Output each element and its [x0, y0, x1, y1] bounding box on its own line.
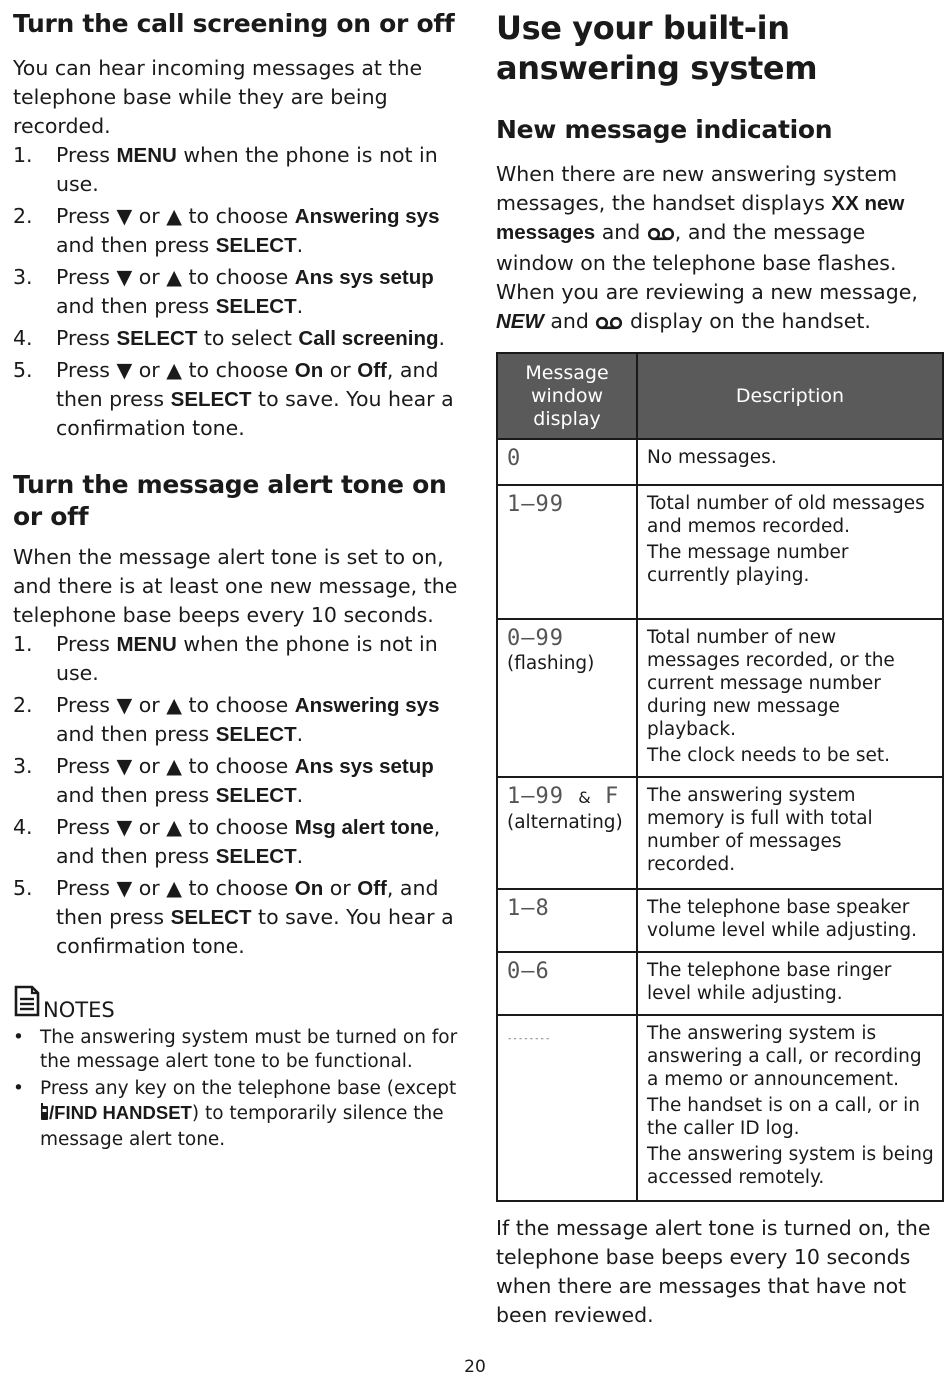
call-screening-heading: Turn the call screening on or off — [13, 9, 455, 38]
step-text: Press ▼ or ▲ to choose — [56, 876, 295, 900]
lcd-display-value: 0–99 — [507, 626, 564, 651]
step-text: Press ▼ or ▲ to choose — [56, 815, 295, 839]
find-handset-key: /FIND HANDSET — [49, 1102, 192, 1123]
note-text: The answering system must be turned on for the message alert tone to be functional. — [40, 1027, 458, 1072]
table-row — [497, 777, 943, 889]
page-number: 20 — [464, 1357, 486, 1377]
description-text: No messages. — [647, 447, 777, 468]
step-text: . — [296, 844, 304, 868]
notes-section — [13, 985, 463, 1152]
step-text: , and then press — [56, 358, 439, 411]
description-cell — [637, 619, 943, 777]
step-text: Press ▼ or ▲ to choose — [56, 693, 295, 717]
description-text: The answering system is being accessed remotely. — [647, 1144, 934, 1188]
step-text: . — [296, 233, 304, 257]
display-cell — [497, 1015, 637, 1201]
col-header-display: Message window display — [497, 353, 637, 439]
voicemail-icon — [595, 309, 623, 338]
display-cell — [497, 439, 637, 485]
step-number: 2. — [13, 204, 33, 228]
step-keyword: SELECT — [215, 234, 297, 257]
description-text: The answering system memory is full with total number of messages recorded. — [647, 785, 873, 875]
step-text: Press — [56, 326, 117, 350]
call-screening-intro: You can hear incoming messages at the telephone base while they are being recorded. — [13, 56, 423, 138]
description-cell — [637, 439, 943, 485]
step-text: or — [323, 358, 358, 382]
step-item — [13, 263, 463, 321]
step-keyword: Answering sys — [294, 694, 440, 717]
step-keyword: SELECT — [215, 784, 297, 807]
description-cell — [637, 777, 943, 889]
note-item: • The answering system must be turned on for the message alert tone to be functional. — [13, 1027, 458, 1072]
step-keyword: Msg alert tone — [294, 816, 434, 839]
description-text: The telephone base ringer level while adjusting. — [647, 960, 892, 1004]
step-text: to save. You hear a confirmation tone. — [56, 905, 454, 958]
step-item — [13, 324, 463, 353]
step-keyword: Ans sys setup — [294, 755, 434, 778]
step-keyword: Off — [357, 877, 387, 900]
step-text: and then press — [56, 294, 216, 318]
step-text: when the phone is not in use. — [56, 143, 438, 196]
alert-tone-section — [13, 469, 463, 961]
step-number: 2. — [13, 693, 33, 717]
table-row — [497, 889, 943, 952]
display-note: (alternating) — [507, 812, 623, 833]
step-keyword: SELECT — [170, 906, 252, 929]
step-keyword: Ans sys setup — [294, 266, 434, 289]
step-keyword: Off — [357, 359, 387, 382]
step-text: . — [296, 783, 304, 807]
description-text: The clock needs to be set. — [647, 745, 891, 766]
step-item — [13, 752, 463, 810]
lcd-display-value: 1–8 — [507, 896, 550, 921]
lcd-amp: & — [578, 788, 591, 807]
step-item — [13, 202, 463, 260]
step-text: Press — [56, 632, 117, 656]
lcd-display-value: 1–99 — [507, 492, 564, 517]
lcd-display-value: 0 — [507, 446, 522, 471]
display-cell — [497, 619, 637, 777]
description-text: The answering system is answering a call, or recording a memo or announcement. — [647, 1023, 922, 1090]
table-row — [497, 619, 943, 777]
step-item — [13, 691, 463, 749]
description-text: The message number currently playing. — [647, 542, 849, 586]
step-item — [13, 874, 463, 961]
step-text: . — [296, 722, 304, 746]
step-text: . — [438, 326, 446, 350]
step-keyword: On — [294, 359, 324, 382]
step-item — [13, 141, 463, 199]
notes-header — [13, 985, 463, 1024]
step-text: . — [296, 294, 304, 318]
step-item — [13, 356, 463, 443]
display-cell — [497, 952, 637, 1015]
description-text: Total number of old messages and memos recorded. — [647, 493, 925, 537]
display-cell — [497, 485, 637, 619]
new-message-heading: New message indication — [496, 115, 833, 144]
step-text: and then press — [56, 783, 216, 807]
new-indicator: NEW — [496, 310, 544, 333]
alert-tone-steps — [13, 630, 463, 961]
note-item: • Press any key on the telephone base (except /FIND HANDSET) to temporarily silence the message alert tone. — [13, 1078, 457, 1150]
alert-tone-intro: When the message alert tone is set to on, and there is at least one new message, the telephone base beeps every 10 seconds. — [13, 545, 458, 627]
description-cell — [637, 952, 943, 1015]
left-column — [13, 8, 463, 1155]
step-item — [13, 813, 463, 871]
step-keyword: On — [294, 877, 324, 900]
description-text: The handset is on a call, or in the caller ID log. — [647, 1095, 920, 1139]
step-text: Press ▼ or ▲ to choose — [56, 754, 295, 778]
notes-list — [13, 1026, 463, 1152]
step-text: or — [323, 876, 358, 900]
voicemail-icon — [647, 220, 675, 249]
step-text: Press ▼ or ▲ to choose — [56, 204, 295, 228]
step-item — [13, 630, 463, 688]
notes-icon — [13, 985, 43, 1024]
step-text: when the phone is not in use. — [56, 632, 438, 685]
step-text: Press ▼ or ▲ to choose — [56, 265, 295, 289]
table-row — [497, 1015, 943, 1201]
step-keyword: SELECT — [215, 845, 297, 868]
display-note: (flashing) — [507, 653, 595, 674]
lcd-display-value: 0–6 — [507, 959, 550, 984]
step-number: 3. — [13, 754, 33, 778]
table-row — [497, 439, 943, 485]
step-number: 4. — [13, 815, 33, 839]
call-screening-section — [13, 8, 463, 443]
step-number: 1. — [13, 143, 33, 167]
page-title: Use your built-in answering system — [496, 9, 818, 87]
description-cell — [637, 1015, 943, 1201]
table-row — [497, 952, 943, 1015]
lcd-display-value: 1–99 — [507, 784, 564, 809]
note-text: ) to temporarily silence the message alert tone. — [40, 1103, 444, 1150]
step-text: and then press — [56, 233, 216, 257]
table-body — [497, 439, 943, 1201]
step-text: , and then press — [56, 876, 439, 929]
note-text: Press any key on the telephone base (except — [40, 1078, 457, 1099]
step-text: , and then press — [56, 815, 441, 868]
step-keyword: MENU — [116, 633, 177, 656]
step-keyword: Answering sys — [294, 205, 440, 228]
right-column — [496, 8, 944, 1330]
outro-text: If the message alert tone is turned on, the telephone base beeps every 10 seconds when there are messages that have not been reviewed. — [496, 1216, 931, 1327]
lcd-display-value: -------- — [507, 1034, 551, 1044]
display-cell — [497, 889, 637, 952]
step-keyword: Call screening — [298, 327, 439, 350]
alert-tone-heading: Turn the message alert tone on or off — [13, 470, 447, 531]
step-number: 4. — [13, 326, 33, 350]
table-header-row — [497, 353, 943, 439]
display-cell — [497, 777, 637, 889]
step-keyword: MENU — [116, 144, 177, 167]
description-text: The telephone base speaker volume level while adjusting. — [647, 897, 918, 941]
description-cell — [637, 889, 943, 952]
xx-new-messages: XX new messages — [496, 192, 905, 244]
step-text: Press — [56, 143, 117, 167]
step-text: to save. You hear a confirmation tone. — [56, 387, 454, 440]
step-keyword: SELECT — [116, 327, 198, 350]
step-number: 5. — [13, 876, 33, 900]
notes-heading: NOTES — [43, 998, 115, 1022]
col-header-description: Description — [637, 353, 943, 439]
step-text: to select — [197, 326, 299, 350]
step-keyword: SELECT — [215, 723, 297, 746]
handset-icon — [40, 1103, 49, 1128]
description-text: Total number of new messages recorded, or the current message number during new message playback. — [647, 627, 895, 740]
step-text: and then press — [56, 722, 216, 746]
lcd-display-value: F — [604, 784, 620, 809]
call-screening-steps — [13, 141, 463, 443]
step-number: 5. — [13, 358, 33, 382]
table-row — [497, 485, 943, 619]
step-keyword: SELECT — [215, 295, 297, 318]
step-keyword: SELECT — [170, 388, 252, 411]
description-cell — [637, 485, 943, 619]
new-message-intro: When there are new answering system messages, the handset displays XX new messages and , and the message window on the telephone base flashes. When you are reviewing a new message, NEW and display on the handset. — [496, 160, 944, 338]
message-window-table — [496, 352, 944, 1202]
step-number: 3. — [13, 265, 33, 289]
step-text: Press ▼ or ▲ to choose — [56, 358, 295, 382]
step-number: 1. — [13, 632, 33, 656]
